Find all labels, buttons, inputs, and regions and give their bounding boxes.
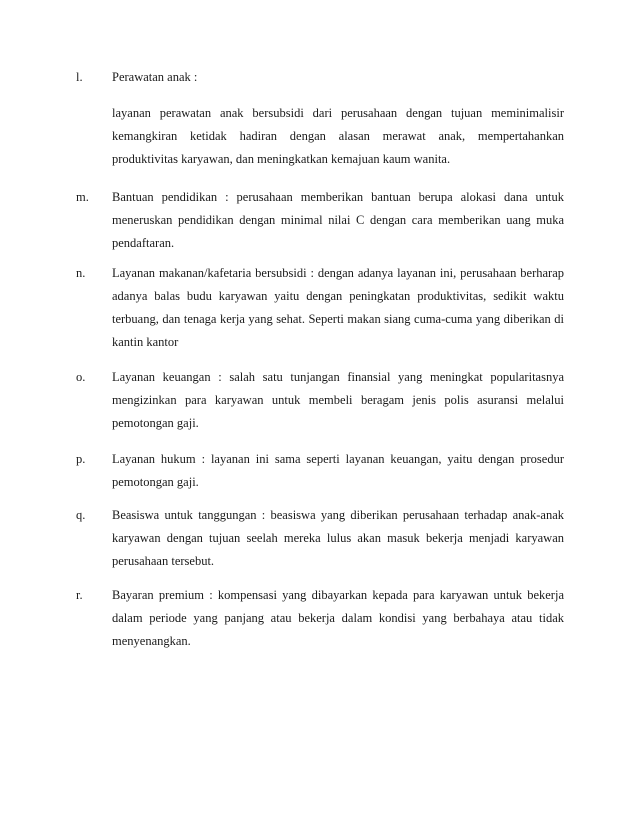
list-marker: o. bbox=[76, 370, 86, 384]
list-marker: q. bbox=[76, 508, 86, 522]
item-text: layanan perawatan anak bersubsidi dari perusahaan dengan tujuan meminimalisir kemangkiran ketidak hadiran dengan alasan merawat anak, mempertahankan produktivitas karyawan, dan meningkatkan kemajuan kaum wanita. bbox=[112, 106, 564, 166]
item-text: Beasiswa untuk tanggungan : beasiswa yang diberikan perusahaan terhadap anak-anak karyawan dengan tujuan seelah mereka lulus akan masuk bekerja menjadi karyawan perusahaan tersebut. bbox=[112, 508, 564, 568]
item-text: Layanan keuangan : salah satu tunjangan finansial yang meningkat popularitasnya mengizinkan para karyawan untuk membeli beragam jenis polis asuransi melalui pemotongan gaji. bbox=[112, 370, 564, 430]
item-heading: Perawatan anak : bbox=[112, 70, 198, 84]
list-marker: m. bbox=[76, 190, 89, 204]
item-text: Layanan hukum : layanan ini sama seperti layanan keuangan, yaitu dengan prosedur pemotongan gaji. bbox=[112, 452, 564, 489]
item-text: Bantuan pendidikan : perusahaan memberikan bantuan berupa alokasi dana untuk meneruskan pendidikan dengan minimal nilai C dengan cara memberikan uang muka pendaftaran. bbox=[112, 190, 564, 250]
list-marker: r. bbox=[76, 588, 83, 602]
list-marker: l. bbox=[76, 70, 83, 84]
list-marker: p. bbox=[76, 452, 86, 466]
list-marker: n. bbox=[76, 266, 86, 280]
item-text: Bayaran premium : kompensasi yang dibayarkan kepada para karyawan untuk bekerja dalam periode yang panjang atau bekerja dalam kondisi yang berbahaya atau tidak menyenangkan. bbox=[112, 588, 564, 648]
item-text: Layanan makanan/kafetaria bersubsidi : dengan adanya layanan ini, perusahaan berharap adanya balas budu karyawan yaitu dengan peningkatan produktivitas, sedikit waktu terbuang, dan tenaga kerja yang sehat. Seperti makan siang cuma-cuma yang diberikan di kantin kantor bbox=[112, 266, 564, 349]
